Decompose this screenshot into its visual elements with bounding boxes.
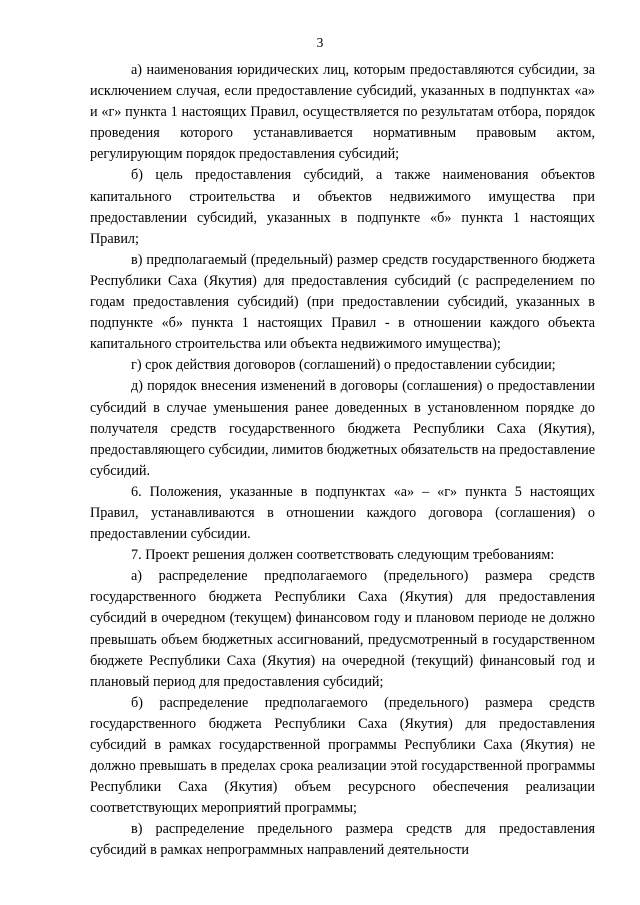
paragraph-5a: а) наименования юридических лиц, которым предоставляются субсидии, за исключением случая, если предоставление субсидий, указанных в подпунктах «а» и «г» пункта 1 настоящих Правил, осуществляется по результатам отбора, порядок проведения которого устанавливается нормативным правовым актом, регулирующим порядок предоставления субсидий;: [90, 62, 595, 163]
document-body: [90, 60, 595, 862]
paragraph-5v: в) предполагаемый (предельный) размер средств государственного бюджета Республики Саха (Якутия) для предоставления субсидий (с распределением по годам предоставления субсидий) (при предоставлении субсидий, указанных в подпункте «б» пункта 1 настоящих Правил - в отношении каждого объекта капитального строительства или объекта недвижимого имущества);: [90, 251, 595, 353]
paragraph-7: 7. Проект решения должен соответствовать следующим требованиям:: [131, 547, 555, 564]
paragraph-5g: г) срок действия договоров (соглашений) о предоставлении субсидии;: [131, 357, 556, 374]
paragraph-7b: б) распределение предполагаемого (предельного) размера средств государственного бюджета Республики Саха (Якутия) для предоставления субсидий в рамках государственной программы Республики Саха (Якутия) не должно превышать в пределах срока реализации этой государственной программы Республики Саха (Якутия) объем ресурсного обеспечения реализации соответствующих мероприятий программы;: [90, 694, 595, 817]
paragraph-5b: б) цель предоставления субсидий, а также наименования объектов капитального строительства и объектов недвижимого имущества при предоставлении субсидий, указанных в подпункте «б» пункта 1 настоящих Правил;: [90, 167, 595, 247]
paragraph-5d: д) порядок внесения изменений в договоры (соглашения) о предоставлении субсидий в случае уменьшения ранее доведенных в установленном порядке до получателя средств государственного бюджета Республики Саха (Якутия), предоставляющего субсидии, лимитов бюджетных обязательств на предоставление субсидий.: [90, 378, 595, 479]
paragraph-7a: а) распределение предполагаемого (предельного) размера средств государственного бюджета Республики Саха (Якутия) для предоставления субсидий в очередном (текущем) финансовом году и плановом периоде не должно превышать объем бюджетных ассигнований, предусмотренный в государственном бюджете Республики Саха (Якутия) на очередной (текущий) финансовый год и плановый период для предоставления субсидий;: [90, 568, 595, 690]
paragraph-7v: в) распределение предельного размера средств для предоставления субсидий в рамках непрограммных направлений деятельности: [90, 821, 595, 859]
paragraph-6: 6. Положения, указанные в подпунктах «а» – «г» пункта 5 настоящих Правил, устанавливаются в отношении каждого договора (соглашения) о предоставлении субсидии.: [90, 483, 595, 543]
page-number: 3: [316, 35, 324, 50]
